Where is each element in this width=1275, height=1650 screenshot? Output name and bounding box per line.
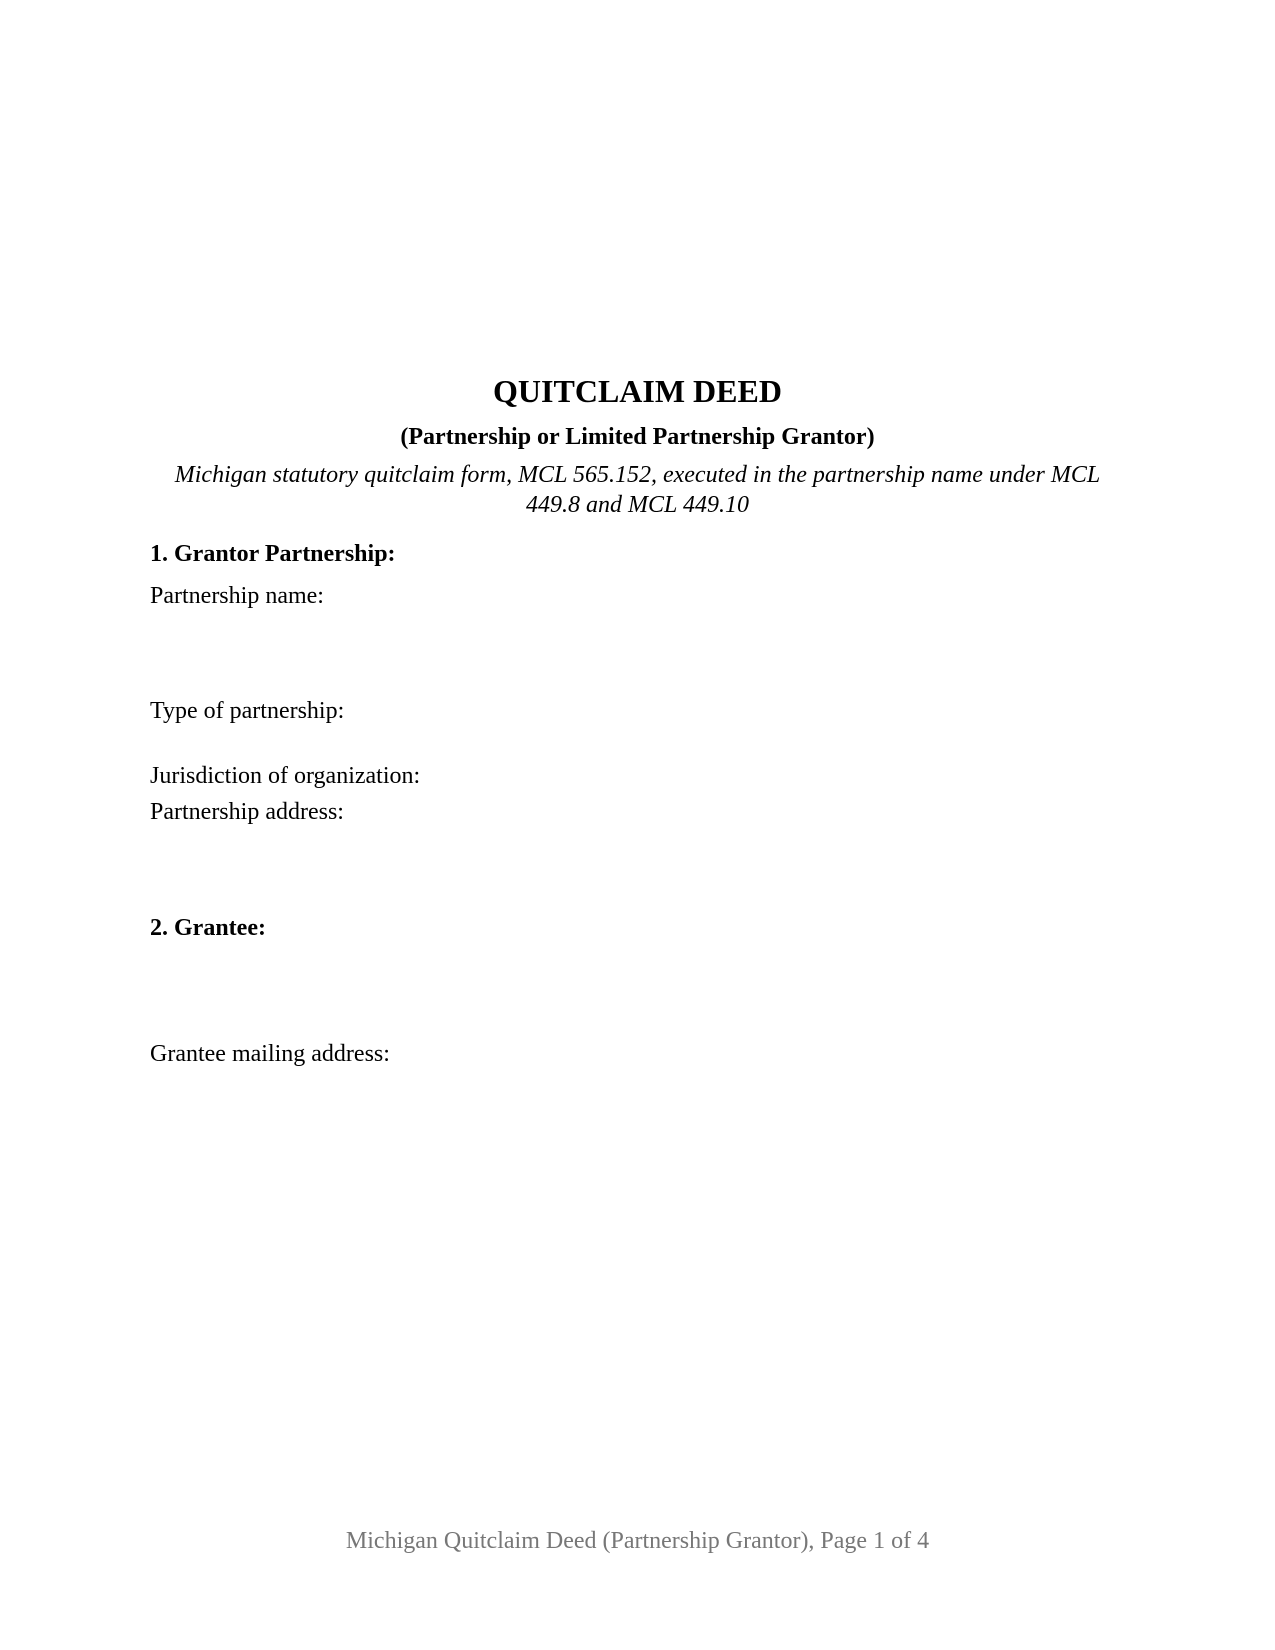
partnership-name-label: Partnership name: xyxy=(150,583,324,609)
statutory-note: Michigan statutory quitclaim form, MCL 565.152, executed in the partnership name under MCL 449.8 and MCL 449.10 xyxy=(174,462,1101,518)
page-footer: Michigan Quitclaim Deed (Partnership Grantor), Page 1 of 4 xyxy=(345,1528,930,1554)
document-title: QUITCLAIM DEED xyxy=(493,373,782,409)
section-grantee-heading: 2. Grantee: xyxy=(150,915,266,941)
document-subtitle: (Partnership or Limited Partnership Grantor) xyxy=(400,424,875,450)
partnership-type-label: Type of partnership: xyxy=(150,698,345,724)
section-grantor-heading: 1. Grantor Partnership: xyxy=(150,541,396,567)
jurisdiction-label: Jurisdiction of organization: xyxy=(150,763,421,789)
partnership-address-label: Partnership address: xyxy=(150,799,344,825)
grantee-mailing-address-label: Grantee mailing address: xyxy=(150,1041,390,1067)
